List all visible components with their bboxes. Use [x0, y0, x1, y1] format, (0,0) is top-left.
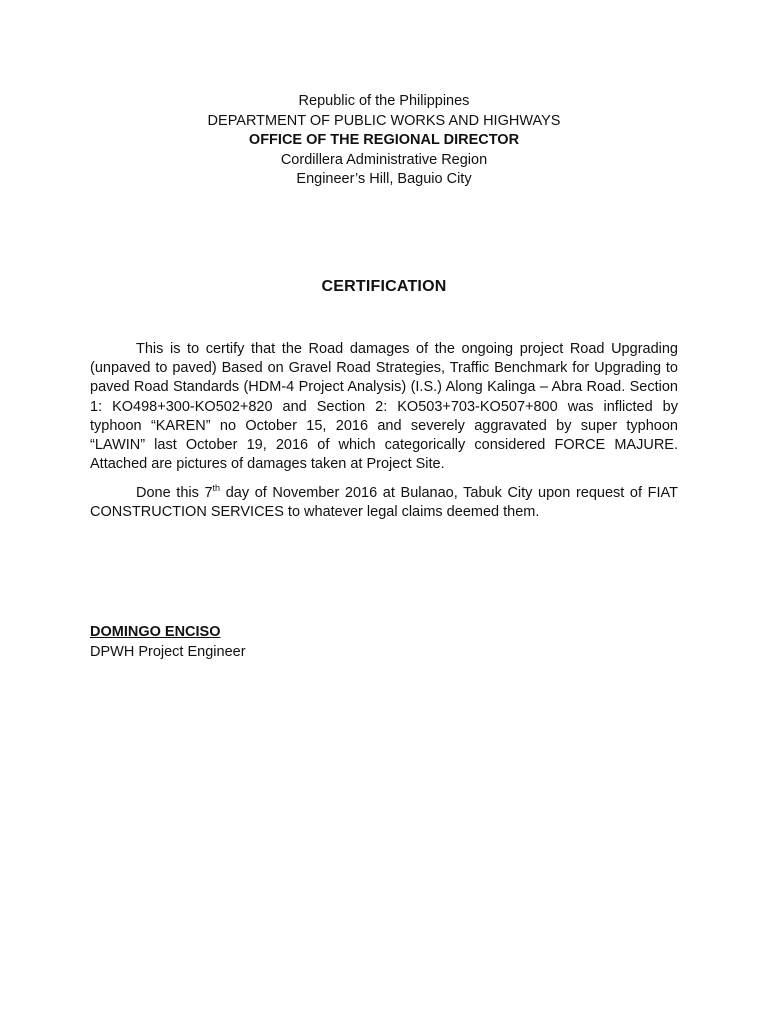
- signatory-name: DOMINGO ENCISO: [90, 624, 221, 640]
- certification-paragraph: This is to certify that the Road damages of the ongoing project Road Upgrading (unpaved to paved) Based on Gravel Road Strategies, Traffic Benchmark for Upgrading to paved Road Standards (HDM-4 Project Analysis) (I.S.) Along Kalinga – Abra Road. Section 1: KO498+300-KO502+820 and Section 2: KO503+703-KO507+800 was inflicted by typhoon “KAREN” no October 15, 2016 and severely aggravated by super typhoon “LAWIN” last October 19, 2016 of which categorically considered FORCE MAJURE. Attached are pictures of damages taken at Project Site.: [90, 341, 678, 473]
- done-paragraph: [90, 484, 678, 522]
- letterhead-department: DEPARTMENT OF PUBLIC WORKS AND HIGHWAYS: [207, 112, 561, 129]
- done-text-end: day of November 2016 at Bulanao, Tabuk City upon request of FIAT CONSTRUCTION SERVICES to whatever legal claims deemed them.: [90, 485, 678, 521]
- letterhead-office: OFFICE OF THE REGIONAL DIRECTOR: [248, 132, 520, 149]
- letterhead-republic: Republic of the Philippines: [298, 93, 470, 109]
- signatory-block: [90, 622, 246, 662]
- done-text-start: Done this 7: [136, 485, 213, 501]
- day-ordinal-suffix: th: [212, 483, 221, 494]
- letterhead-region: Cordillera Administrative Region: [280, 151, 488, 168]
- document-title: CERTIFICATION: [321, 278, 447, 295]
- letterhead-address: Engineer’s Hill, Baguio City: [296, 171, 472, 188]
- letterhead: [0, 92, 768, 190]
- signatory-position: DPWH Project Engineer: [90, 644, 246, 660]
